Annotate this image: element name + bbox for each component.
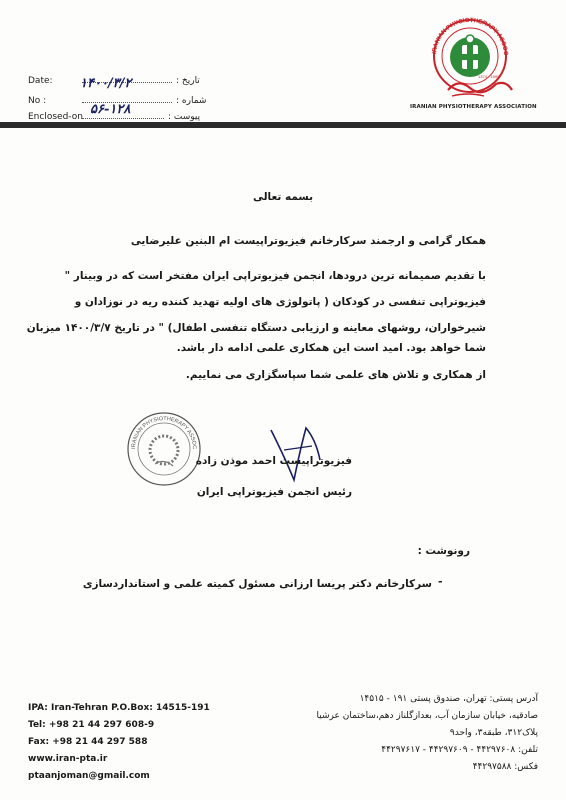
paragraph-line-2: فیزیوتراپی تنفسی در کودکان ( پاتولوژی های اولیه تهدید کننده ریه در نوزادان و: [74, 296, 486, 308]
enclosed-label-fa: : پیوست: [168, 112, 201, 122]
footer-phone-fa: تلفن: ۴۴۲۹۷۶۰۸ - ۴۴۲۹۷۶۰۹ - ۴۴۲۹۷۶۱۷: [381, 745, 538, 755]
paragraph-line-4: شما خواهد بود. امید است این همکاری علمی ادامه دار باشد.: [176, 342, 486, 354]
date-label-fa: : تاریخ: [176, 76, 200, 86]
bismillah: بسمه تعالی: [252, 191, 314, 203]
cc-bullet: -: [438, 575, 443, 588]
footer-email[interactable]: ptaanjoman@gmail.com: [28, 771, 150, 781]
svg-text:1374 - 1995: 1374 - 1995: [478, 74, 500, 79]
footer-pobox: IPA: Iran-Tehran P.O.Box: 14515-191: [28, 703, 210, 713]
signer-name: فیزیوتراپیست احمد موذن زاده: [195, 455, 352, 467]
cc-label: رونوشت :: [417, 545, 470, 557]
enclosed-label: Enclosed-on: [28, 112, 83, 122]
seal-icon: [125, 410, 203, 488]
signer-title: رئیس انجمن فیزیوتراپی ایران: [196, 486, 352, 498]
number-label-fa: : شماره: [176, 96, 207, 106]
number-value: ۵۶-۱۲۸: [90, 102, 131, 117]
paragraph-line-3: شیرخواران، روشهای معاینه و ارزیابی دستگاه تنفسی اطفال) " در تاریخ ۱۴۰۰/۳/۷ میزبان: [26, 322, 486, 334]
logo-icon: [418, 10, 528, 100]
footer-fax-fa: فکس: ۴۴۲۹۷۵۸۸: [472, 762, 538, 772]
footer-tel: Tel: +98 21 44 297 608-9: [28, 720, 155, 730]
association-logo: [418, 10, 528, 100]
footer-address-3: پلاک۳۱۲، طبقه۳، واحد۹: [449, 728, 538, 738]
footer-fax: Fax: +98 21 44 297 588: [28, 737, 148, 747]
paragraph-line-1: با تقدیم صمیمانه ترین درودها، انجمن فیزیوتراپی ایران مفتخر است که در وبینار ": [64, 270, 486, 282]
footer-address-2: صادقیه، خیابان سازمان آب، بعدازگلناز دهم،ساختمان عرشیا: [316, 711, 538, 721]
association-name-en: IRANIAN PHYSIOTHERAPY ASSOCIATION: [410, 104, 537, 110]
salutation: همکار گرامی و ارجمند سرکارخانم فیزیوتراپیست ام البنین علیرضایی: [130, 235, 486, 247]
number-label: No :: [28, 96, 47, 106]
date-label: Date:: [28, 76, 53, 86]
date-value: ۱۴۰۰/۳/۲: [80, 76, 132, 91]
closing-line: از همکاری و تلاش های علمی شما سپاسگزاری می نماییم.: [185, 369, 486, 381]
footer-address-1: آدرس پستی: تهران، صندوق پستی ۱۹۱ - ۱۴۵۱۵: [359, 694, 538, 704]
svg-text:IRANIAN PHYSIOTHERAPY ASSOCIAT: IRANIAN PHYSIOTHERAPY ASSOC: [431, 16, 510, 56]
cc-item: سرکارخانم دکتر پریسا ارزانی مسئول کمیته علمی و استانداردسازی: [82, 578, 432, 590]
header-divider: [0, 122, 566, 128]
association-seal: [125, 410, 203, 488]
footer-website[interactable]: www.iran-pta.ir: [28, 754, 108, 764]
svg-text:IRANIAN PHYSIOTHERAPY ASSOCIAT: IRANIAN PHYSIOTHERAPY ASSOC: [130, 415, 198, 450]
